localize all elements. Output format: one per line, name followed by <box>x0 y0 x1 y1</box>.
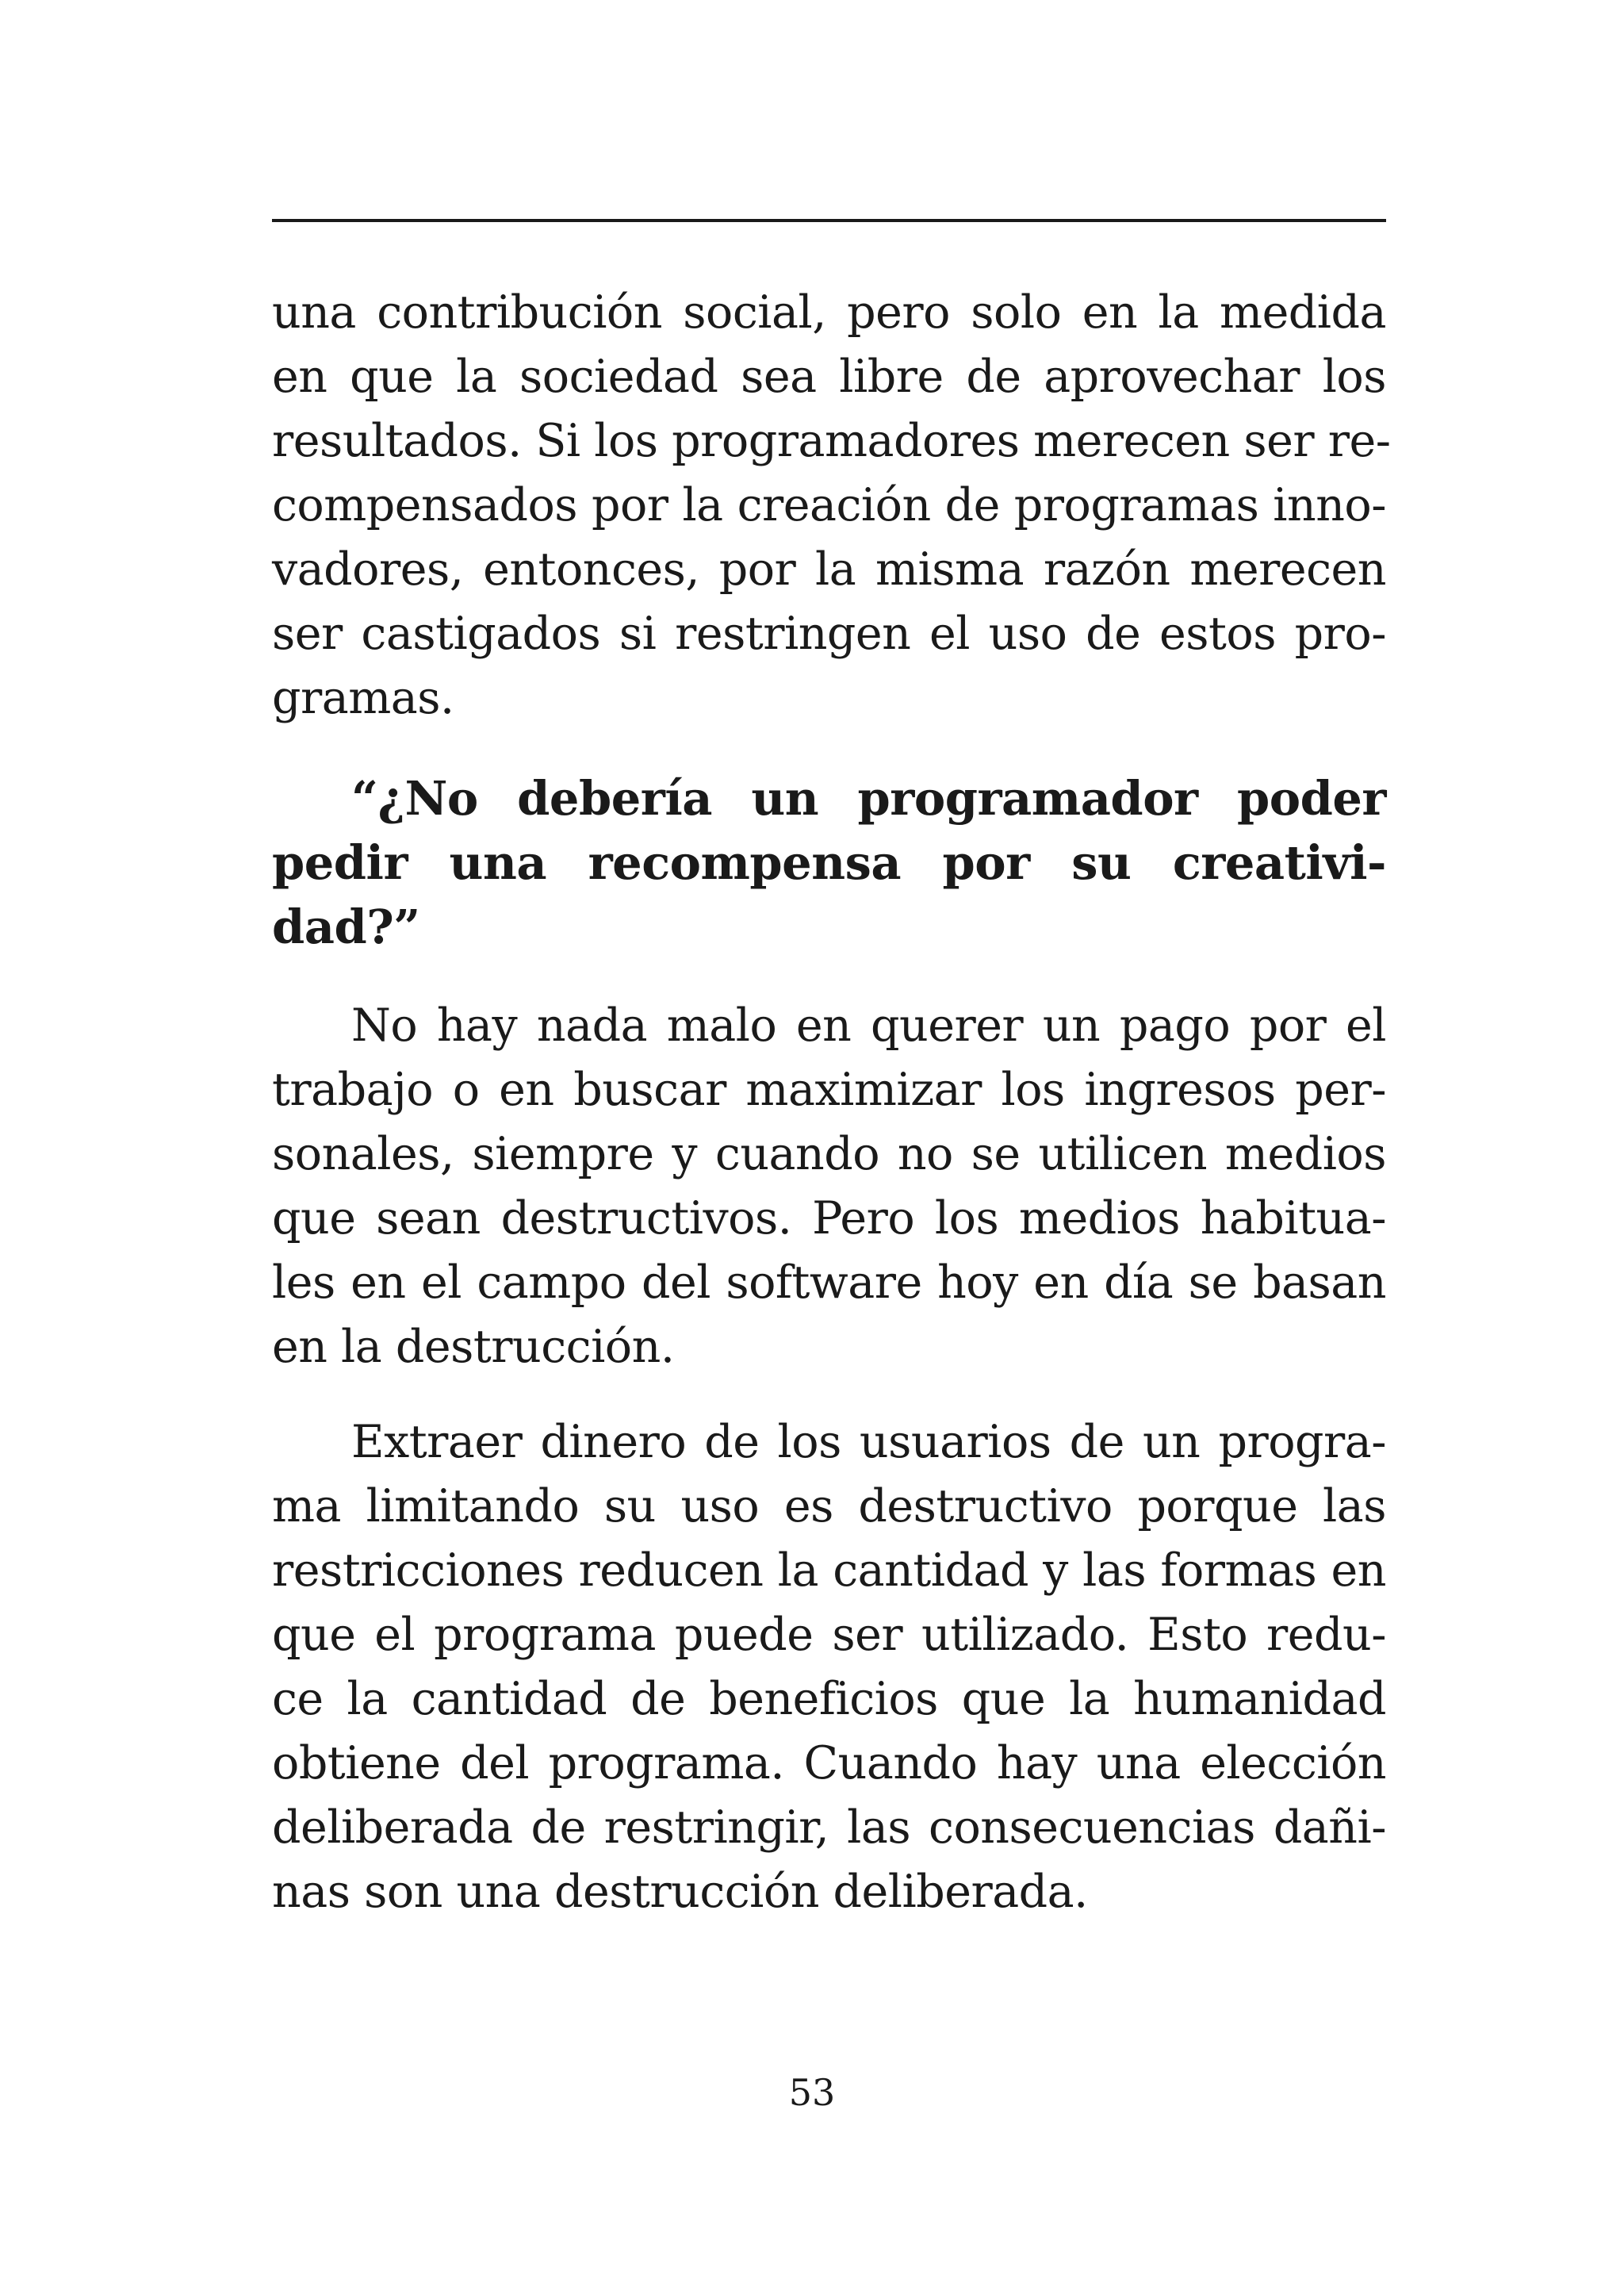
paragraph <box>272 994 1386 1379</box>
text-line: gramas. <box>272 672 454 724</box>
heading-line: dad?” <box>272 900 420 954</box>
text-line: que sean destructivos. Pero los medios habitua- <box>272 1192 1386 1245</box>
text-line: restricciones reducen la cantidad y las formas en <box>272 1544 1386 1597</box>
header-rule <box>272 219 1386 222</box>
text-line: les en el campo del software hoy en día se basan <box>272 1256 1386 1309</box>
paragraph-continuation <box>272 281 1391 731</box>
text-line: deliberada de restringir, las consecuencias dañi- <box>272 1801 1386 1854</box>
text-line: vadores, entonces, por la misma razón merecen <box>272 543 1386 596</box>
text-line: en que la sociedad sea libre de aprovechar los <box>272 351 1386 403</box>
text-line: compensados por la creación de programas inno- <box>272 479 1386 531</box>
text-line: No hay nada malo en querer un pago por el <box>351 999 1386 1052</box>
text-line: ser castigados si restringen el uso de estos pro- <box>272 608 1386 660</box>
text-line: que el programa puede ser utilizado. Esto redu- <box>272 1609 1386 1661</box>
page-number: 53 <box>788 2071 836 2114</box>
text-line: ce la cantidad de beneficios que la humanidad <box>272 1673 1386 1725</box>
text-line: nas son una destrucción deliberada. <box>272 1866 1088 1918</box>
text-line: una contribución social, pero solo en la medida <box>272 286 1386 339</box>
text-line: Extraer dinero de los usuarios de un progra- <box>351 1416 1386 1468</box>
text-line: sonales, siempre y cuando no se utilicen medios <box>272 1128 1386 1180</box>
heading-line: “¿No debería un programador poder <box>351 771 1386 826</box>
paragraph <box>272 1410 1386 1924</box>
text-line: resultados. Si los programadores merecen ser re- <box>272 415 1391 467</box>
text-line: en la destrucción. <box>272 1321 675 1373</box>
text-line: obtiene del programa. Cuando hay una elección <box>272 1737 1386 1789</box>
heading-line: pedir una recompensa por su creativi- <box>272 835 1386 890</box>
text-line: trabajo o en buscar maximizar los ingresos per- <box>272 1064 1386 1116</box>
section-heading <box>272 766 1386 959</box>
text-line: ma limitando su uso es destructivo porque las <box>272 1480 1386 1532</box>
